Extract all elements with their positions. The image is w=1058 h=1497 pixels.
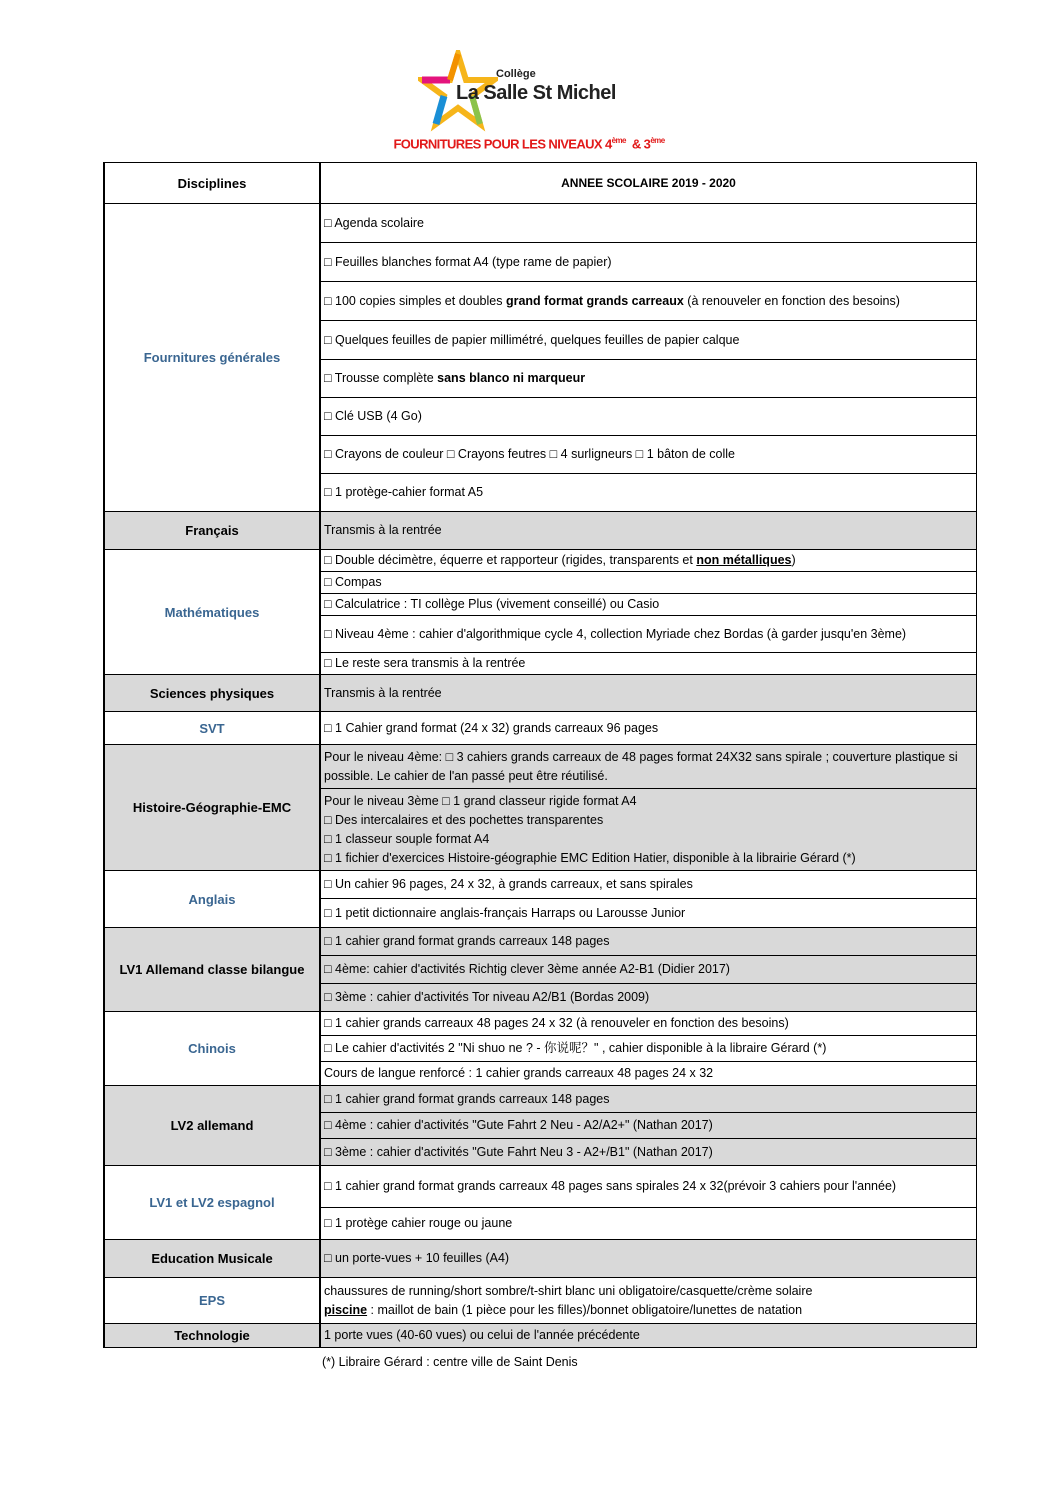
table-row <box>104 1166 977 1208</box>
eps-line-2 <box>324 1301 973 1320</box>
item-feuilles: □ Feuilles blanches format A4 (type rame de papier) <box>320 243 977 282</box>
discipline-maths: Mathématiques <box>104 550 320 675</box>
eps-piscine: piscine <box>324 1302 368 1317</box>
item-compas: □ Compas <box>320 572 977 594</box>
histoire-3eme-line-4: □ 1 fichier d'exercices Histoire-géographie EMC Edition Hatier, disponible à la librairie Gérard (*) <box>324 850 856 865</box>
item-techno: 1 porte vues (40-60 vues) ou celui de l'année précédente <box>320 1324 977 1348</box>
item-lv1-4eme: □ 4ème: cahier d'activités Richtig clever 3ème année A2-B1 (Didier 2017) <box>320 956 977 984</box>
item-anglais-cahier: □ Un cahier 96 pages, 24 x 32, à grands carreaux, et sans spirales <box>320 871 977 899</box>
table-row <box>104 1012 977 1036</box>
table-row <box>104 1324 977 1348</box>
table-row <box>104 675 977 712</box>
decimetre-text: □ Double décimètre, équerre et rapporteur (rigides, transparents et <box>324 553 697 567</box>
decimetre-bold: non métalliques <box>696 553 792 567</box>
copies-text: □ 100 copies simples et doubles <box>324 293 506 308</box>
item-reste: □ Le reste sera transmis à la rentrée <box>320 653 977 675</box>
table-row <box>104 550 977 572</box>
item-trousse <box>320 360 977 398</box>
copies-bold: grand format grands carreaux <box>505 293 684 308</box>
item-musique: □ un porte-vues + 10 feuilles (A4) <box>320 1240 977 1278</box>
discipline-anglais: Anglais <box>104 871 320 928</box>
logo-college-text: Collège <box>496 68 536 80</box>
item-copies <box>320 282 977 321</box>
item-lv1-cahier: □ 1 cahier grand format grands carreaux 148 pages <box>320 928 977 956</box>
item-eps <box>320 1278 977 1324</box>
decimetre-close: ) <box>791 553 796 567</box>
school-logo <box>418 50 618 134</box>
header-school-year: ANNEE SCOLAIRE 2019 - 2020 <box>320 163 977 204</box>
item-calculatrice: □ Calculatrice : TI collège Plus (vivement conseillé) ou Casio <box>320 594 977 616</box>
item-double-decimetre <box>320 550 977 572</box>
eps-piscine-rest: : maillot de bain (1 pièce pour les filles)/bonnet obligatoire/lunettes de natation <box>367 1302 803 1317</box>
item-crayons: □ Crayons de couleur □ Crayons feutres □ 4 surligneurs □ 1 bâton de colle <box>320 436 977 474</box>
item-usb: □ Clé USB (4 Go) <box>320 398 977 436</box>
item-protege-cahier: □ 1 protège-cahier format A5 <box>320 474 977 512</box>
title-prefix: FOURNITURES POUR LES NIVEAUX 4 <box>393 136 612 152</box>
title-mid: & 3 <box>625 136 651 152</box>
table-row <box>104 745 977 789</box>
item-lv2-cahier: □ 1 cahier grand format grands carreaux 148 pages <box>320 1086 977 1113</box>
discipline-espagnol: LV1 et LV2 espagnol <box>104 1166 320 1240</box>
discipline-svt: SVT <box>104 712 320 745</box>
title-sup-2: ème <box>650 136 665 145</box>
table-row <box>104 512 977 550</box>
item-francais: Transmis à la rentrée <box>320 512 977 550</box>
table-header-row <box>104 163 977 204</box>
histoire-3eme-line-1: Pour le niveau 3ème □ 1 grand classeur rigide format A4 <box>324 793 637 808</box>
item-chinois-renforce: Cours de langue renforcé : 1 cahier grands carreaux 48 pages 24 x 32 <box>320 1062 977 1086</box>
table-row <box>104 1086 977 1113</box>
item-lv1-3eme: □ 3ème : cahier d'activités Tor niveau A2/B1 (Bordas 2009) <box>320 984 977 1012</box>
item-espagnol-cahier: □ 1 cahier grand format grands carreaux 48 pages sans spirales 24 x 32(prévoir 3 cahiers pour l'année) <box>320 1166 977 1208</box>
header-disciplines: Disciplines <box>104 163 320 204</box>
page-title <box>0 136 1058 151</box>
eps-line-1: chaussures de running/short sombre/t-shirt blanc uni obligatoire/casquette/crème solaire <box>324 1283 813 1298</box>
table-row <box>104 928 977 956</box>
item-svt: □ 1 Cahier grand format (24 x 32) grands carreaux 96 pages <box>320 712 977 745</box>
footnote: (*) Libraire Gérard : centre ville de Saint Denis <box>322 1355 578 1369</box>
item-histoire-3eme <box>320 789 977 871</box>
item-agenda: □ Agenda scolaire <box>320 204 977 243</box>
trousse-text: □ Trousse complète <box>324 371 438 385</box>
discipline-fournitures: Fournitures générales <box>104 204 320 512</box>
histoire-3eme-line-3: □ 1 classeur souple format A4 <box>324 831 490 846</box>
item-lv2-4eme: □ 4ème : cahier d'activités "Gute Fahrt 2 Neu - A2/A2+" (Nathan 2017) <box>320 1113 977 1139</box>
item-chinois-activites: □ Le cahier d'activités 2 "Ni shuo ne ? - 你说呢？" , cahier disponible à la libraire Gérard (*) <box>320 1036 977 1062</box>
item-physique: Transmis à la rentrée <box>320 675 977 712</box>
item-algorithmique: □ Niveau 4ème : cahier d'algorithmique cycle 4, collection Myriade chez Bordas (à garder jusqu'en 3ème) <box>320 616 977 653</box>
item-anglais-dictionnaire: □ 1 petit dictionnaire anglais-français Harraps ou Larousse Junior <box>320 899 977 928</box>
table-row <box>104 871 977 899</box>
trousse-bold: sans blanco ni marqueur <box>437 371 586 385</box>
discipline-lv1-allemand: LV1 Allemand classe bilangue <box>104 928 320 1012</box>
table-row <box>104 712 977 745</box>
discipline-techno: Technologie <box>104 1324 320 1348</box>
item-espagnol-protege: □ 1 protège cahier rouge ou jaune <box>320 1208 977 1240</box>
title-sup-1: ème <box>611 136 626 145</box>
histoire-3eme-line-2: □ Des intercalaires et des pochettes transparentes <box>324 812 604 827</box>
item-chinois-cahier: □ 1 cahier grands carreaux 48 pages 24 x 32 (à renouveler en fonction des besoins) <box>320 1012 977 1036</box>
discipline-eps: EPS <box>104 1278 320 1324</box>
table-row <box>104 204 977 243</box>
item-histoire-4eme: Pour le niveau 4ème: □ 3 cahiers grands carreaux de 48 pages format 24X32 sans spirale ; couverture plastique si possible. Le cahier de l'an passé peut être réutilisé. <box>320 745 977 789</box>
discipline-physique: Sciences physiques <box>104 675 320 712</box>
discipline-francais: Français <box>104 512 320 550</box>
discipline-histoire: Histoire-Géographie-EMC <box>104 745 320 871</box>
logo-school-name: La Salle St Michel <box>456 82 616 104</box>
discipline-musique: Education Musicale <box>104 1240 320 1278</box>
copies-rest: (à renouveler en fonction des besoins) <box>683 293 900 308</box>
discipline-chinois: Chinois <box>104 1012 320 1086</box>
discipline-lv2-allemand: LV2 allemand <box>104 1086 320 1166</box>
item-lv2-3eme: □ 3ème : cahier d'activités "Gute Fahrt Neu 3 - A2+/B1" (Nathan 2017) <box>320 1139 977 1166</box>
table-row <box>104 1240 977 1278</box>
table-row <box>104 1278 977 1324</box>
item-millimetre: □ Quelques feuilles de papier millimétré, quelques feuilles de papier calque <box>320 321 977 360</box>
supplies-table <box>103 162 977 1348</box>
